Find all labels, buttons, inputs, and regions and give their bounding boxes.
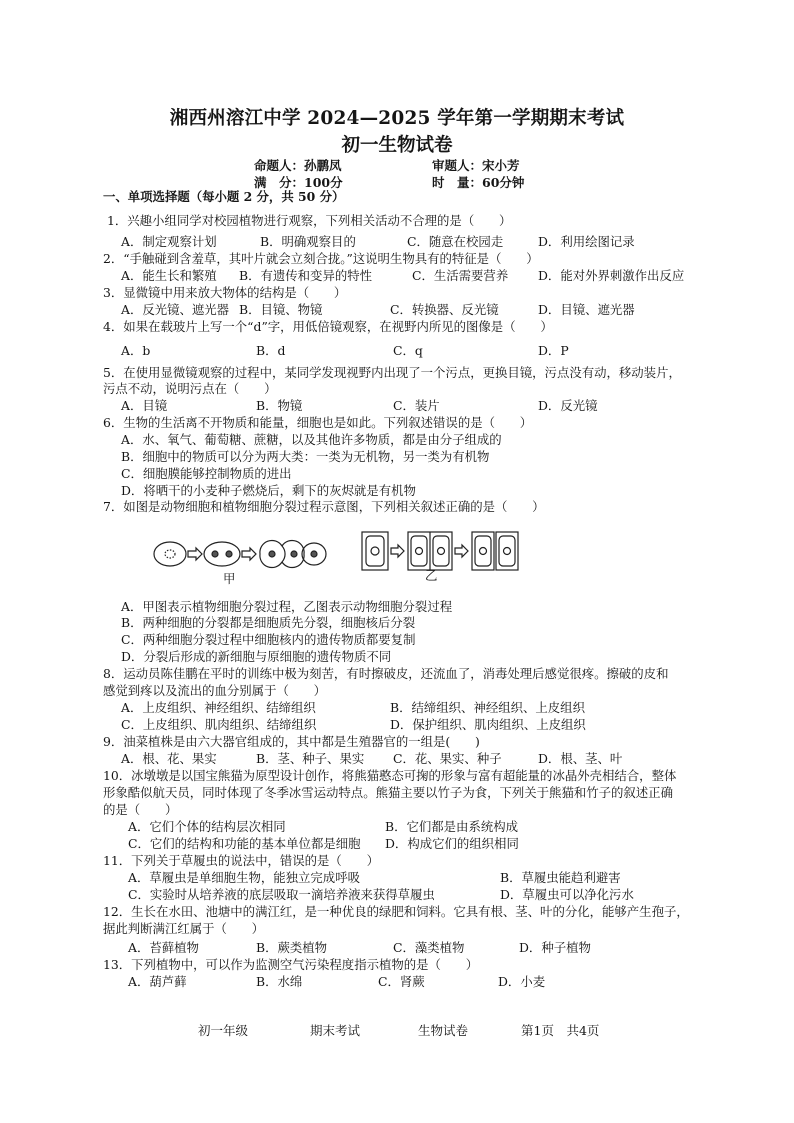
option-d: D．目镜、遮光器 (538, 302, 635, 317)
option-a: A．b (121, 343, 151, 358)
question-stem: 3．显微镜中用来放大物体的结构是（ ） (103, 285, 347, 300)
option-c: C．花、果实、种子 (393, 751, 502, 766)
question-stem-cont: 据此判断满江红属于（ ） (103, 921, 265, 936)
option-b: B．草履虫能趋利避害 (500, 870, 621, 885)
option-b: B．目镜、物镜 (239, 302, 323, 317)
option-c: C．上皮组织、肌肉组织、结缔组织 (121, 717, 317, 732)
option-a: A．它们个体的结构层次相同 (128, 819, 286, 834)
option-a: A．制定观察计划 (121, 234, 217, 249)
option-b: B．结缔组织、神经组织、上皮组织 (390, 700, 585, 715)
option-c: C．生活需要营养 (412, 268, 509, 283)
option-a: A．葫芦藓 (128, 974, 187, 989)
option-a: A．根、花、果实 (121, 751, 217, 766)
option-d: D．小麦 (498, 974, 546, 989)
footer-subject: 生物试卷 (418, 1023, 469, 1038)
exam-subtitle: 初一生物试卷 (341, 135, 453, 156)
option-b: B．水绵 (256, 974, 303, 989)
figure-label-jia: 甲 (223, 571, 236, 586)
option-d: D．构成它们的组织相同 (385, 836, 519, 851)
option-d: D．能对外界刺激作出反应 (538, 268, 685, 283)
option-c: C．q (393, 343, 423, 358)
option-d: D．利用绘图记录 (538, 234, 635, 249)
question-stem: 7．如图是动物细胞和植物细胞分裂过程示意图，下列相关叙述正确的是（ ） (103, 499, 545, 514)
question-stem: 4．如果在载玻片上写一个“d”字，用低倍镜观察，在视野内所见的图像是（ ） (103, 319, 553, 334)
option-b: B．明确观察目的 (260, 234, 356, 249)
option-c: C．两种细胞分裂过程中细胞核内的遗传物质都要复制 (121, 632, 416, 647)
question-stem: 2．“手触碰到含羞草，其叶片就会立刻合拢。”这说明生物具有的特征是（ ） (103, 251, 539, 266)
footer-exam: 期末考试 (310, 1023, 361, 1038)
option-b: B．有遗传和变异的特性 (239, 268, 373, 283)
question-stem: 13．下列植物中，可以作为监测空气污染程度指示植物的是（ ） (103, 957, 479, 972)
option-b: B．蕨类植物 (256, 940, 328, 955)
footer-page: 第1页 共4页 (521, 1023, 600, 1038)
question-stem: 6．生物的生活离不开物质和能量，细胞也是如此。下列叙述错误的是（ ） (103, 415, 533, 430)
option-c: C．肾蕨 (378, 974, 425, 989)
question-stem: 12．生长在水田、池塘中的满江红，是一种优良的绿肥和饲料。它具有根、茎、叶的分化，能够产生孢子， (103, 904, 689, 919)
question-stem-cont: 污点不动，说明污点在（ ） (103, 381, 277, 396)
option-d: D．反光镜 (538, 398, 598, 413)
option-c: C．细胞膜能够控制物质的进出 (121, 466, 292, 481)
option-a: A．上皮组织、神经组织、结缔组织 (121, 700, 316, 715)
option-a: A．草履虫是单细胞生物，能独立完成呼吸 (128, 870, 360, 885)
duration: 时 量：60分钟 (432, 175, 525, 190)
option-d: D．P (538, 343, 569, 358)
option-b: B．茎、种子、果实 (256, 751, 365, 766)
question-stem: 9．油菜植株是由六大器官组成的，其中都是生殖器官的一组是( ) (103, 734, 480, 749)
option-c: C．转换器、反光镜 (390, 302, 499, 317)
setter: 命题人：孙鹏凤 (254, 158, 342, 173)
option-d: D．草履虫可以净化污水 (500, 887, 634, 902)
option-d: D．种子植物 (519, 940, 591, 955)
question-stem-cont: 形象酷似航天员，同时体现了冬季冰雪运动特点。熊猫主要以竹子为食，下列关于熊猫和竹子的叙述正确 (103, 785, 673, 800)
option-a: A．能生长和繁殖 (121, 268, 217, 283)
section-heading: 一、单项选择题（每小题 2 分，共 50 分） (103, 189, 345, 204)
option-a: A．水、氧气、葡萄糖、蔗糖，以及其他许多物质，都是由分子组成的 (121, 432, 502, 447)
option-d: D．保护组织、肌肉组织、上皮组织 (390, 717, 586, 732)
animal-cell-division-figure (150, 532, 330, 588)
question-stem: 11．下列关于草履虫的说法中，错误的是（ ） (103, 853, 379, 868)
option-d: D．根、茎、叶 (538, 751, 623, 766)
question-stem: 5．在使用显微镜观察的过程中，某同学发现视野内出现了一个污点，更换目镜，污点没有动，移动装片， (103, 365, 681, 380)
full-score: 满 分：100分 (254, 175, 343, 190)
footer-grade: 初一年级 (198, 1023, 249, 1038)
option-b: B．细胞中的物质可以分为两大类：一类为无机物，另一类为有机物 (121, 449, 490, 464)
option-a: A．反光镜、遮光器 (121, 302, 230, 317)
option-c: C．实验时从培养液的底层吸取一滴培养液来获得草履虫 (128, 887, 435, 902)
exam-title: 湘西州溶江中学 2024—2025 学年第一学期期末考试 (169, 108, 625, 129)
option-b: B．d (256, 343, 286, 358)
option-b: B．两种细胞的分裂都是细胞质先分裂，细胞核后分裂 (121, 615, 416, 630)
option-d: D．分裂后形成的新细胞与原细胞的遗传物质不同 (121, 649, 392, 664)
reviewer: 审题人：宋小芳 (432, 158, 520, 173)
option-a: A．甲图表示植物细胞分裂过程，乙图表示动物细胞分裂过程 (121, 599, 453, 614)
option-c: C．装片 (393, 398, 440, 413)
option-a: A．目镜 (121, 398, 168, 413)
figure-label-yi: 乙 (425, 568, 438, 583)
option-c: C．随意在校园走 (407, 234, 504, 249)
question-stem: 8．运动员陈佳鹏在平时的训练中极为刻苦，有时擦破皮，还流血了，消毒处理后感觉很疼。擦破的皮和 (103, 666, 669, 681)
question-stem-cont: 感觉到疼以及流出的血分别属于（ ） (103, 683, 327, 698)
option-a: A．苔藓植物 (128, 940, 199, 955)
question-stem: 1．兴趣小组同学对校园植物进行观察，下列相关活动不合理的是（ ） (107, 213, 512, 228)
plant-cell-division-figure (360, 530, 520, 574)
question-stem: 10．冰墩墩是以国宝熊猫为原型设计创作，将熊猫憨态可掬的形象与富有超能量的冰晶外壳相结合，整体 (103, 768, 677, 783)
option-b: B．物镜 (256, 398, 303, 413)
option-c: C．藻类植物 (393, 940, 465, 955)
option-d: D．将晒干的小麦种子燃烧后，剩下的灰烬就是有机物 (121, 483, 416, 498)
question-stem-cont: 的是（ ） (103, 802, 178, 817)
option-c: C．它们的结构和功能的基本单位都是细胞 (128, 836, 361, 851)
option-b: B．它们都是由系统构成 (385, 819, 519, 834)
